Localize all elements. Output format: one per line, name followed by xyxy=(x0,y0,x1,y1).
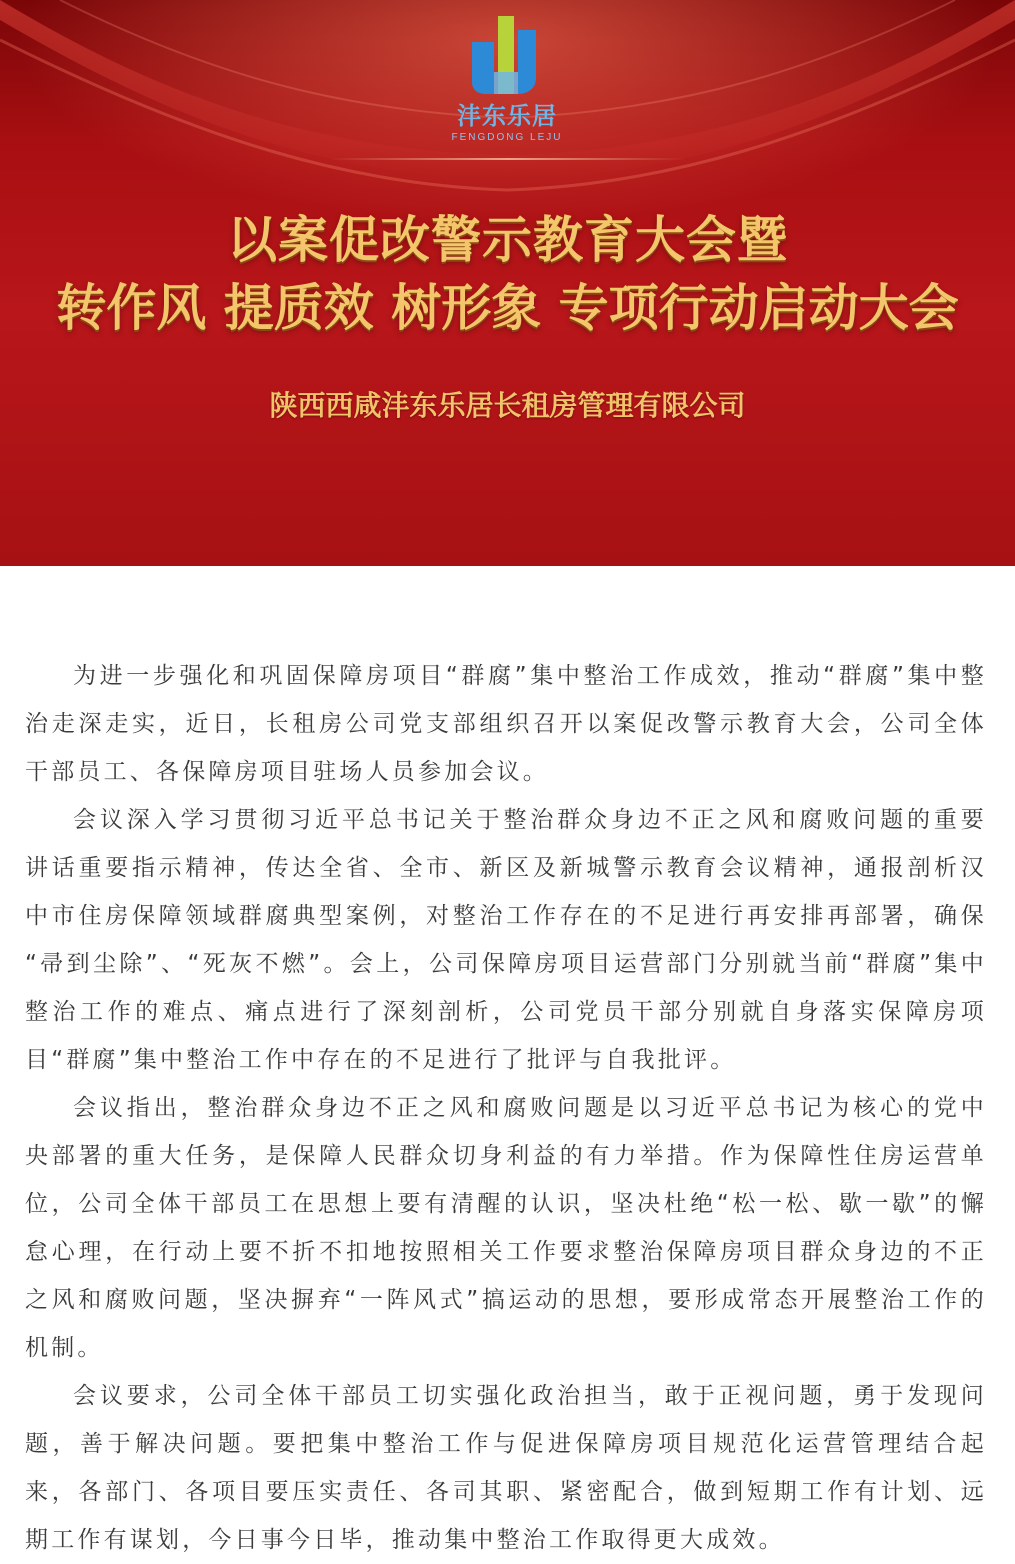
header-divider xyxy=(330,158,685,160)
header-banner xyxy=(0,0,1015,566)
banner-organization: 陕西西咸沣东乐居长租房管理有限公司 xyxy=(269,389,746,422)
company-logo xyxy=(437,12,577,162)
logo-english-name: FENGDONG LEJU xyxy=(451,132,563,143)
banner-title-line1: 以案促改警示教育大会暨 xyxy=(227,210,788,269)
logo-mark-icon xyxy=(464,12,550,96)
article-paragraph: 会议要求，公司全体干部员工切实强化政治担当，敢于正视问题，勇于发现问题，善于解决问题。要把集中整治工作与促进保障房项目规范化运营管理结合起来，各部门、各项目要压实责任、各司其职、紧密配合，做到短期工作有计划、远期工作有谋划，今日事今日毕，推动集中整治工作取得更大成效。 xyxy=(25,1383,987,1553)
logo-chinese-name: 沣东乐居 xyxy=(457,102,557,130)
article-paragraph: 会议深入学习贯彻习近平总书记关于整治群众身边不正之风和腐败问题的重要讲话重要指示精神，传达全省、全市、新区及新城警示教育会议精神，通报剖析汉中市住房保障领域群腐典型案例，对整治工作存在的不足进行再安排再部署，确保 “帚到尘除”、“死灰不燃”。会上，公司保障房项目运营部门分别就当前“群腐”集中整治工作的难点、痛点进行了深刻剖析，公司党员干部分别就自身落实保障房项目“群腐”集中整治工作中存在的不足进行了批评与自我批评。 xyxy=(25,807,987,1073)
article-paragraph: 会议指出，整治群众身边不正之风和腐败问题是以习近平总书记为核心的党中央部署的重大任务，是保障人民群众切身利益的有力举措。作为保障性住房运营单位，公司全体干部员工在思想上要有清醒的认识，坚决杜绝“松一松、歇一歇”的懈怠心理，在行动上要不折不扣地按照相关工作要求整治保障房项目群众身边的不正之风和腐败问题，坚决摒弃“一阵风式”搞运动的思想，要形成常态开展整治工作的机制。 xyxy=(25,1095,987,1361)
article-paragraph: 为进一步强化和巩固保障房项目“群腐”集中整治工作成效，推动“群腐”集中整治走深走实，近日，长租房公司党支部组织召开以案促改警示教育大会，公司全体干部员工、各保障房项目驻场人员参加会议。 xyxy=(25,663,987,785)
article-body xyxy=(25,652,987,1564)
banner-title-line2: 转作风 提质效 树形象 专项行动启动大会 xyxy=(56,278,959,337)
